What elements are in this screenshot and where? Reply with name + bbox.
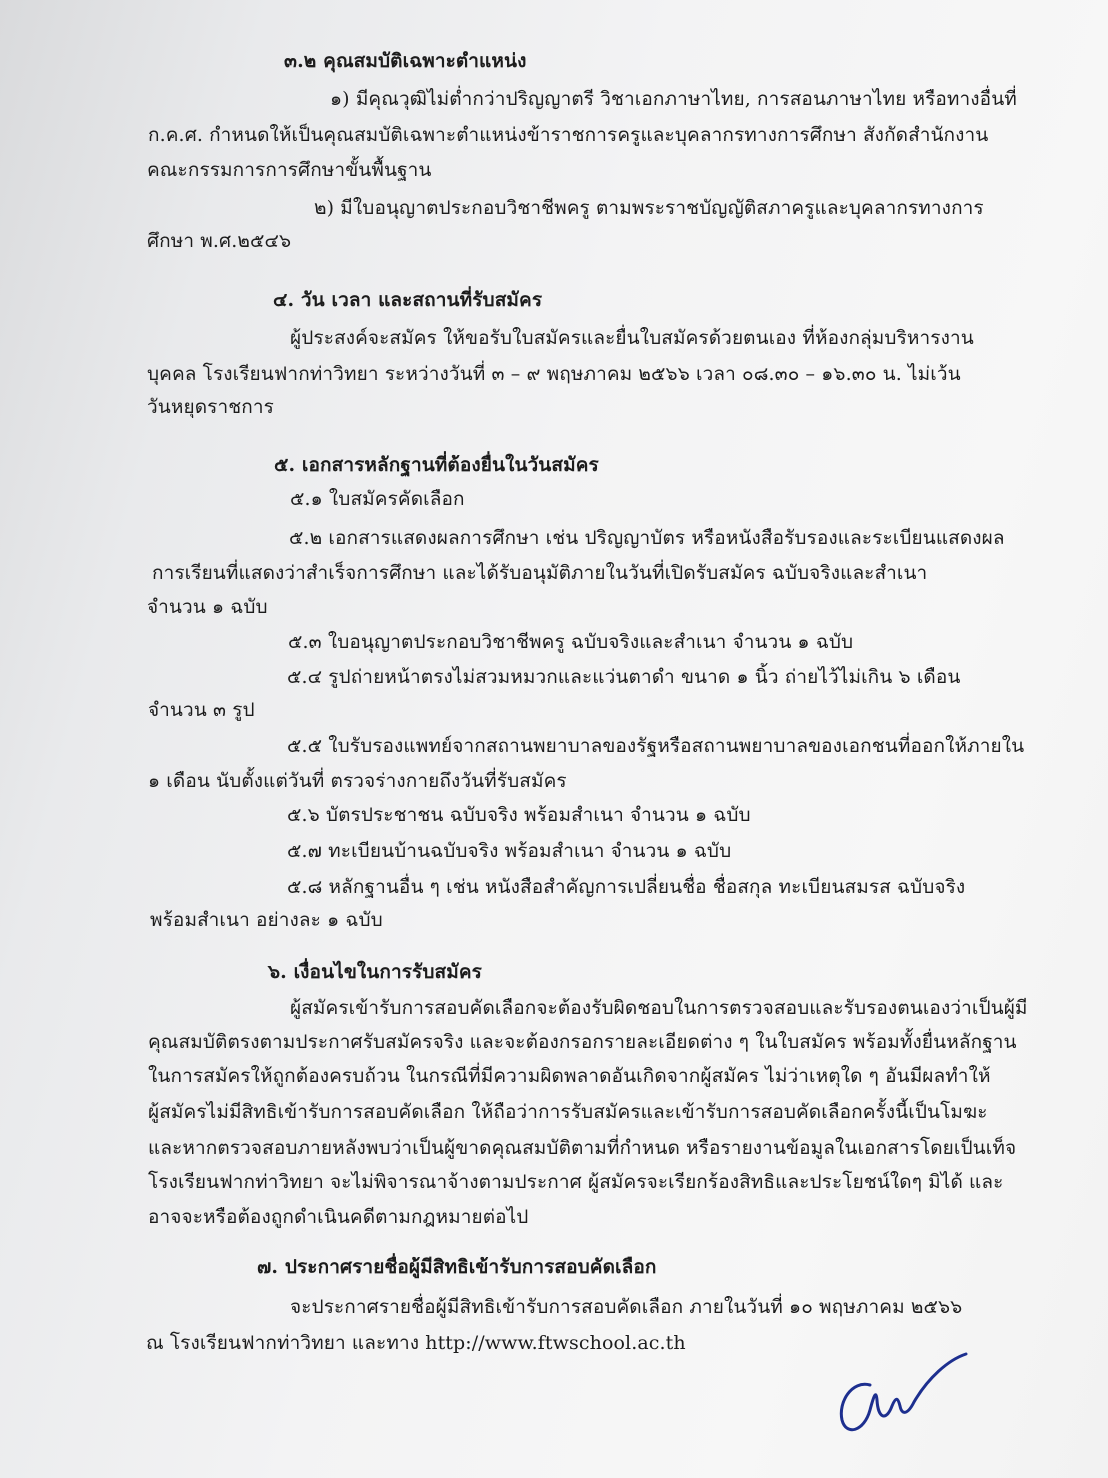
section-6-heading: ๖. เงื่อนไขในการรับสมัคร: [268, 961, 482, 983]
section-5-item4-line2: จำนวน ๓ รูป: [148, 699, 255, 721]
signature-image: [830, 1340, 980, 1440]
section-5-item3: ๕.๓ ใบอนุญาตประกอบวิชาชีพครู ฉบับจริงและสำเนา จำนวน ๑ ฉบับ: [288, 631, 854, 653]
section-3-2-item1-line3: คณะกรรมการการศึกษาขั้นพื้นฐาน: [147, 159, 432, 181]
section-6-line3: ในการสมัครให้ถูกต้องครบถ้วน ในกรณีที่มีความผิดพลาดอันเกิดจากผู้สมัคร ไม่ว่าเหตุใด ๆ อันมีผลทำให้: [148, 1065, 991, 1087]
section-5-item2-line1: ๕.๒ เอกสารแสดงผลการศึกษา เช่น ปริญญาบัตร หรือหนังสือรับรองและระเบียนแสดงผล: [289, 527, 1005, 549]
section-6-line1: ผู้สมัครเข้ารับการสอบคัดเลือกจะต้องรับผิดชอบในการตรวจสอบและรับรองตนเองว่าเป็นผู้มี: [290, 997, 1028, 1019]
section-5-item2-line3: จำนวน ๑ ฉบับ: [147, 596, 268, 618]
section-5-item1: ๕.๑ ใบสมัครคัดเลือก: [290, 488, 465, 510]
section-5-heading: ๕. เอกสารหลักฐานที่ต้องยื่นในวันสมัคร: [274, 454, 599, 476]
section-6-line2: คุณสมบัติตรงตามประกาศรับสมัครจริง และจะต้องกรอกรายละเอียดต่าง ๆ ในใบสมัคร พร้อมทั้งยื่นหลักฐาน: [148, 1031, 1017, 1053]
section-4-line2: บุคคล โรงเรียนฟากท่าวิทยา ระหว่างวันที่ ๓ – ๙ พฤษภาคม ๒๕๖๖ เวลา ๐๘.๓๐ – ๑๖.๓๐ น. ไม่เว้น: [147, 363, 961, 385]
section-5-item5-line1: ๕.๕ ใบรับรองแพทย์จากสถานพยาบาลของรัฐหรือสถานพยาบาลของเอกชนที่ออกให้ภายใน: [287, 735, 1025, 757]
section-3-2-item2-line1: ๒) มีใบอนุญาตประกอบวิชาชีพครู ตามพระราชบัญญัติสภาครูและบุคลากรทางการ: [314, 197, 984, 219]
section-7-heading: ๗. ประกาศรายชื่อผู้มีสิทธิเข้ารับการสอบคัดเลือก: [257, 1256, 657, 1278]
section-4-line3: วันหยุดราชการ: [147, 396, 274, 418]
section-5-item8-line1: ๕.๘ หลักฐานอื่น ๆ เช่น หนังสือสำคัญการเปลี่ยนชื่อ ชื่อสกุล ทะเบียนสมรส ฉบับจริง: [287, 876, 966, 898]
section-5-item5-line2: ๑ เดือน นับตั้งแต่วันที่ ตรวจร่างกายถึงวันที่รับสมัคร: [148, 770, 567, 792]
section-5-item6: ๕.๖ บัตรประชาชน ฉบับจริง พร้อมสำเนา จำนวน ๑ ฉบับ: [287, 804, 751, 826]
section-5-item7: ๕.๗ ทะเบียนบ้านฉบับจริง พร้อมสำเนา จำนวน ๑ ฉบับ: [287, 840, 732, 862]
section-5-item4-line1: ๕.๔ รูปถ่ายหน้าตรงไม่สวมหมวกและแว่นตาดำ ขนาด ๑ นิ้ว ถ่ายไว้ไม่เกิน ๖ เดือน: [287, 666, 961, 688]
section-6-line7: อาจจะหรือต้องถูกดำเนินคดีตามกฎหมายต่อไป: [148, 1206, 529, 1228]
section-5-item8-line2: พร้อมสำเนา อย่างละ ๑ ฉบับ: [150, 909, 383, 931]
section-6-line4: ผู้สมัครไม่มีสิทธิเข้ารับการสอบคัดเลือก ให้ถือว่าการรับสมัครและเข้ารับการสอบคัดเลือกครั้งนี้เป็นโมฆะ: [148, 1101, 988, 1123]
section-3-2-item1-line1: ๑) มีคุณวุฒิไม่ต่ำกว่าปริญญาตรี วิชาเอกภาษาไทย, การสอนภาษาไทย หรือทางอื่นที่: [330, 88, 1017, 110]
section-5-item2-line2: การเรียนที่แสดงว่าสำเร็จการศึกษา และได้รับอนุมัติภายในวันที่เปิดรับสมัคร ฉบับจริงและสำเนา: [152, 562, 928, 584]
section-4-heading: ๔. วัน เวลา และสถานที่รับสมัคร: [273, 289, 543, 311]
section-3-2-item2-line2: ศึกษา พ.ศ.๒๕๔๖: [147, 230, 292, 252]
section-7-line1: จะประกาศรายชื่อผู้มีสิทธิเข้ารับการสอบคัดเลือก ภายในวันที่ ๑๐ พฤษภาคม ๒๕๖๖: [290, 1296, 963, 1318]
section-6-line5: และหากตรวจสอบภายหลังพบว่าเป็นผู้ขาดคุณสมบัติตามที่กำหนด หรือรายงานข้อมูลในเอกสารโดยเป็นเท็จ: [148, 1137, 1017, 1159]
section-3-2-item1-line2: ก.ค.ศ. กำหนดให้เป็นคุณสมบัติเฉพาะตำแหน่งข้าราชการครูและบุคลากรทางการศึกษา สังกัดสำนักงาน: [148, 124, 989, 146]
section-4-line1: ผู้ประสงค์จะสมัคร ให้ขอรับใบสมัครและยื่นใบสมัครด้วยตนเอง ที่ห้องกลุ่มบริหารงาน: [290, 327, 974, 349]
section-7-line2: ณ โรงเรียนฟากท่าวิทยา และทาง http://www.ftwschool.ac.th: [146, 1332, 686, 1354]
section-6-line6: โรงเรียนฟากท่าวิทยา จะไม่พิจารณาจ้างตามประกาศ ผู้สมัครจะเรียกร้องสิทธิและประโยชน์ใดๆ มิได้ และ: [148, 1171, 1004, 1193]
section-3-2-heading: ๓.๒ คุณสมบัติเฉพาะตำแหน่ง: [284, 50, 527, 72]
